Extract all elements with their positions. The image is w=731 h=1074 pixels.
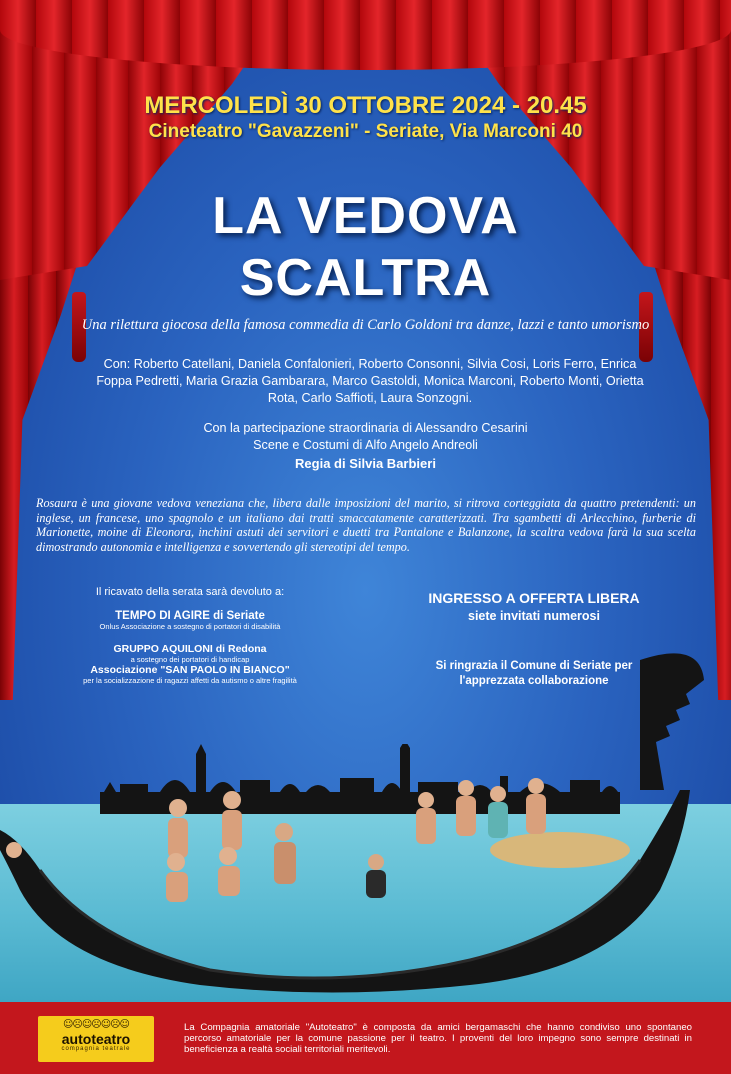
theatre-company-logo [38,1016,154,1062]
entry-title: INGRESSO A OFFERTA LIBERA [428,590,640,606]
show-subtitle: Una rilettura giocosa della famosa commedia di Carlo Goldoni tra danze, lazzi e tanto umorismo [81,317,650,333]
cast-list: Con: Roberto Catellani, Daniela Confalonieri, Roberto Consonni, Silvia Cosi, Loris Ferro, Enrica Foppa Pedretti, Maria Grazia Gambarara, Marco Gastoldi, Monica Marconi, Roberto Monti, Orietta Rota, Carlo Saffioti, Laura Sonzogni. [96,357,644,405]
director-credit: Regia di Silvia Barbieri [295,456,436,471]
show-title-line2: SCALTRA [239,249,492,307]
scenes-credit: Scene e Costumi di Alfo Angelo Andreoli [253,438,478,452]
logo-tagline: compagnia teatrale [61,1046,131,1052]
logo-name: autoteatro [61,1031,131,1047]
thanks-line: Si ringrazia il Comune di Seriate per [435,660,633,672]
beneficiary-desc: per la socializzazione di ragazzi affetti da autismo o altre fragilità [83,676,297,685]
synopsis: Rosaura è una giovane vedova veneziana che, libera dalle imposizioni del marito, si ritrova corteggiata da quattro pretendenti: un inglese, un francese, uno spagnolo e un italiano dai tratti smaccatamente caratterizzati. Tra sgambetti di Arlecchino, furberie di Marionette, moine di Eleonora, inchini astuti dei servitori e duetti tra Pantalone e Balanzone, la scaltra vedova farà la sua scelta dimostrando autonomia e intelligenza e sovvertendo gli stereotipi del tempo. [36,496,696,554]
actors-photo [0,770,731,920]
theatre-masks-icon: ☺☹☺☹☺☹☺ [63,1019,129,1030]
beneficiary-name: Associazione "SAN PAOLO IN BIANCO" [90,664,290,676]
entry-subtitle: siete invitati numerosi [468,609,600,623]
event-date-time: MERCOLEDÌ 30 OTTOBRE 2024 - 20.45 [144,92,587,119]
beneficiary-desc: a sostegno dei portatori di handicap [130,655,250,664]
special-guest: Con la partecipazione straordinaria di Alessandro Cesarini [203,421,528,435]
footer-bar [0,1002,731,1074]
thanks-line: l'apprezzata collaborazione [459,675,609,687]
beneficiary-desc: Onlus Associazione a sostegno di portatori di disabilità [99,622,281,631]
proceeds-intro: Il ricavato della serata sarà devoluto a: [95,586,285,598]
beneficiary-name: GRUPPO AQUILONI di Redona [113,643,267,655]
actor-figure [6,778,630,902]
company-description: La Compagnia amatoriale "Autoteatro" è composta da amici bergamaschi che hanno condiviso uno spontaneo percorso amatoriale per la comune passione per il teatro. I proventi del loro impegno sono sempre destinati in beneficienza a realtà sociali territoriali meritevoli. [184,1022,692,1055]
event-venue: Cineteatro "Gavazzeni" - Seriate, Via Marconi 40 [148,121,583,142]
beneficiary-name: TEMPO DI AGIRE di Seriate [115,610,265,622]
show-title-line1: LA VEDOVA [212,187,519,245]
